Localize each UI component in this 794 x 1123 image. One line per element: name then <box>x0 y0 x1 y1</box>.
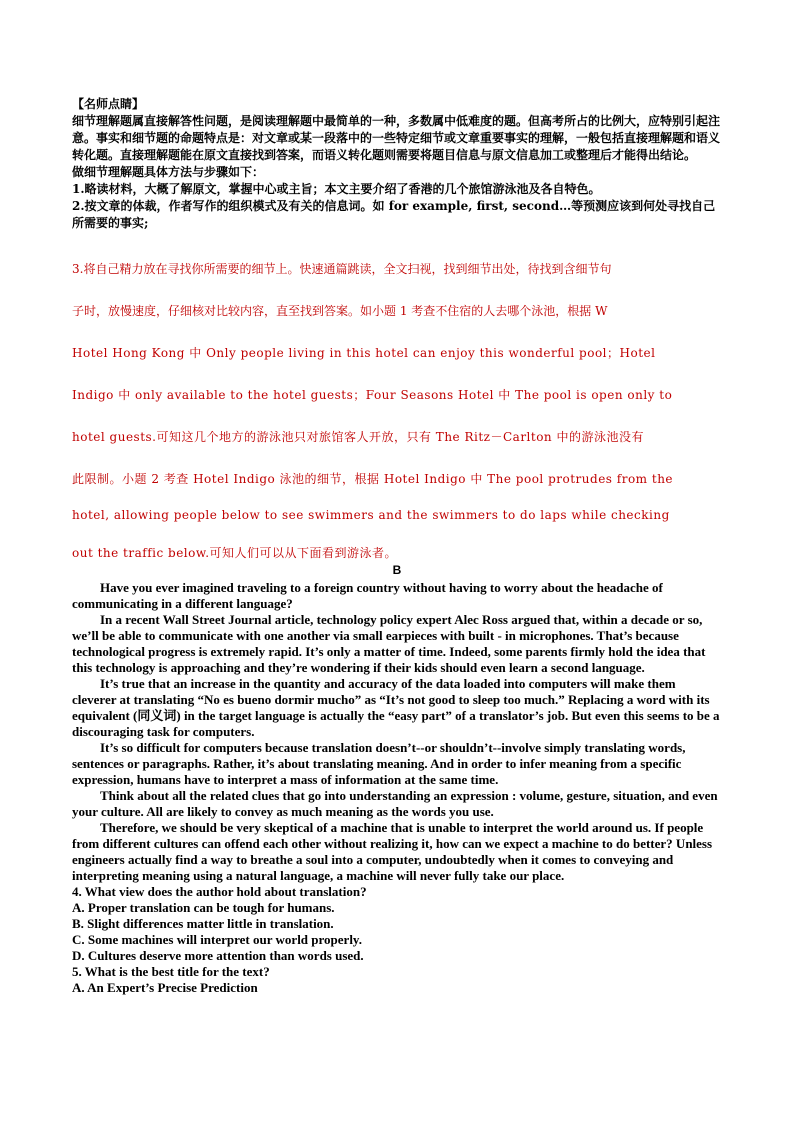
option-4c: C. Some machines will interpret our world properly. <box>72 932 362 947</box>
analysis-line-1: 3.将自己精力放在寻找你所需要的细节上。快速通篇跳读，全文扫视，找到细节出处，待找到含细节句 <box>72 262 612 276</box>
passage-paragraph: It’s true that an increase in the quantity and accuracy of the data loaded into computers will make them cleverer at translating “No es bueno dormir mucho” as “It’s not good to sleep too much.” Replacing a word with its equivalent (同义词) in the target language is actually the “easy part” of a translator’s job. But even this seems to be a discouraging task for computers. <box>72 676 720 739</box>
passage-paragraph: Therefore, we should be very skeptical of a machine that is unable to interpret the world around us. If people from different cultures can offend each other without realizing it, how can we expect a machine to do better? Unless engineers actually find a way to breathe a soul into a computer, undoubtedly when it comes to conveying and interpreting meaning using a natural language, a machine will never fully take our place. <box>72 820 713 883</box>
analysis-line-4: Indigo 中 only available to the hotel guests；Four Seasons Hotel 中 The pool is open only to <box>72 388 673 402</box>
option-4b: B. Slight differences matter little in translation. <box>72 916 334 931</box>
analysis-line-5: hotel guests.可知这几个地方的游泳池只对旅馆客人开放，只有 The Ritz－Carlton 中的游泳池没有 <box>72 430 644 444</box>
option-5a: A. An Expert’s Precise Prediction <box>72 980 258 995</box>
option-4d: D. Cultures deserve more attention than words used. <box>72 948 364 963</box>
tips-heading: 【名师点睛】 <box>72 97 145 111</box>
question-5: 5. What is the best title for the text? <box>72 964 270 979</box>
reading-passage <box>72 580 722 996</box>
tips-step-1: 1.略读材料，大概了解原文，掌握中心或主旨；本文主要介绍了香港的几个旅馆游泳池及各自特色。 <box>72 182 601 196</box>
tips-paragraph: 细节理解题属直接解答性问题，是阅读理解题中最简单的一种，多数属中低难度的题。但高考所占的比例大，应特别引起注意。事实和细节题的命题特点是：对文章或某一段落中的一些特定细节或文章重要事实的理解，一般包括直接理解题和语义转化题。直接理解题能在原文直接找到答案，而语义转化题则需要将题目信息与原文信息加工或整理后才能得出结论。 <box>72 114 721 162</box>
tips-step-2: 2.按文章的体裁，作者写作的组织模式及有关的信息词。如 for example, first, second…等预测应该到何处寻找自己所需要的事实; <box>72 199 716 230</box>
passage-paragraph: In a recent Wall Street Journal article, technology policy expert Alec Ross argued that, within a decade or so, we’ll be able to communicate with one another via small earpieces with built - in microphones. That’s because technological progress is extremely rapid. It’s only a matter of time. Indeed, some parents firmly hold the idea that this technology is approaching and they’re wondering if their kids should even learn a second language. <box>72 612 706 675</box>
passage-paragraph: It’s so difficult for computers because translation doesn’t--or shouldn’t--involve simply translating words, sentences or paragraphs. Rather, it’s about translating meaning. And in order to infer meaning from a specific expression, humans have to interpret a mass of information at the same time. <box>72 740 686 787</box>
analysis-line-6: 此限制。小题 2 考查 Hotel Indigo 泳池的细节，根据 Hotel Indigo 中 The pool protrudes from the <box>72 472 674 486</box>
section-label: B <box>392 563 402 577</box>
tips-section <box>72 96 722 232</box>
analysis-line-2: 子时，放慢速度，仔细核对比较内容，直至找到答案。如小题 1 考查不住宿的人去哪个泳池，根据 W <box>72 304 608 318</box>
analysis-line-8: out the traffic below.可知人们可以从下面看到游泳者。 <box>72 546 398 560</box>
passage-paragraph: Think about all the related clues that go into understanding an expression : volume, gesture, situation, and even your culture. All are likely to convey as much meaning as the words you use. <box>72 788 718 819</box>
tips-method-intro: 做细节理解题具体方法与步骤如下： <box>72 165 265 179</box>
analysis-line-3: Hotel Hong Kong 中 Only people living in this hotel can enjoy this wonderful pool；Hotel <box>72 346 656 360</box>
question-4: 4. What view does the author hold about translation? <box>72 884 367 899</box>
passage-paragraph: Have you ever imagined traveling to a foreign country without having to worry about the headache of communicating in a different language? <box>72 580 663 611</box>
analysis-line-7: hotel, allowing people below to see swimmers and the swimmers to do laps while checking <box>72 508 670 522</box>
option-4a: A. Proper translation can be tough for humans. <box>72 900 335 915</box>
